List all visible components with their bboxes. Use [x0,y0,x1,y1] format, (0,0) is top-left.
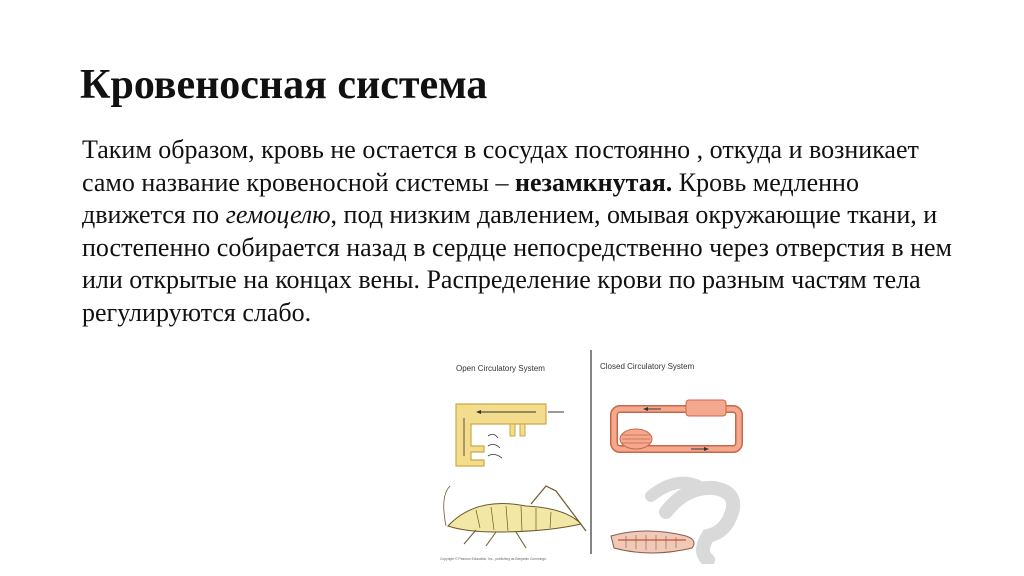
circulatory-diagram [436,336,746,564]
earthworm-illustration [611,483,733,560]
grasshopper-illustration [444,486,586,548]
figure-copyright: Copyright © Pearson Education, Inc., publishing as Benjamin Cummings. [440,557,547,561]
slide-title: Кровеносная система [80,62,488,108]
paragraph-text-1: Таким образом, кровь не остается в сосудах постоянно , откуда и возникает само название кровеносной системы – [82,135,919,197]
body-paragraph [82,134,962,330]
circulatory-systems-figure [436,336,746,564]
open-system-schematic [456,404,564,466]
paragraph-text-3: , под низким давлением, омывая окружающие ткани, и постепенно собирается назад в сердце непосредственно через отверстия в нем или открытые на концах вены. Распределение крови по разным частям тела регулируются слабо. [82,200,952,327]
paragraph-italic-term: гемоцелю [225,200,331,230]
closed-system-schematic [614,400,739,451]
paragraph-bold-term: незамкнутая. [514,167,673,197]
open-system-label: Open Circulatory System [456,364,545,373]
paragraph-text-2: Кровь медленно движется по [82,167,859,230]
closed-system-label: Closed Circulatory System [600,362,695,371]
